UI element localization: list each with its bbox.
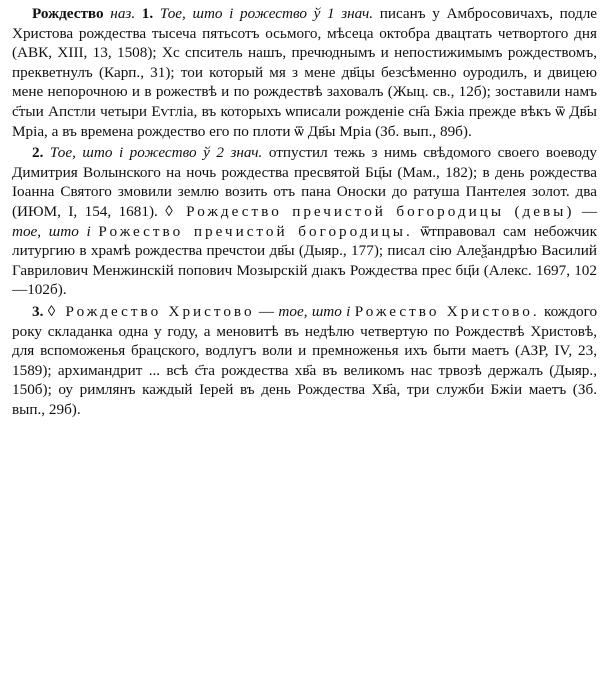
idiom-citations: кождого року складанка одна у году, а меновитѣ въ недѣлю четвертую по Рождествѣ Христовѣ, для вспоможенья брацского, водлугъ воли и премноженья ихъ быти маетъ (АЗР, IV, 23, 1589); архимандрит ... всѣ с҃та рождества хв҃а въ великомъ нас трвозѣ держалъ (Дыяр., 150б); оу римлянъ каждый Іерей въ день Рождества Хв҃а, три служби Бжіи маетъ (Зб. вып., 29б).: [12, 302, 598, 418]
idiom-gloss: тое, што і: [12, 222, 91, 240]
grammar-label: наз.: [110, 5, 136, 22]
sense-3: [12, 302, 597, 420]
sense-citations: писанъ у Амбросовичахъ, подле Христова рождества тысеча пятьсотъ осьмого, мѣсеца октобра двацтать четвортого дня (АВК, XIII, 13, 1508); Хс спситель нашъ, пречюднымъ и непостижимымъ рождествомъ, прекветнулъ (Карп., 31); тои который мя з мене дв҃цы безсѣменно оуродилъ, и двицею мене непорочною и в рожествѣ и по рождествѣ заховалъ (Жыц. св., 12б); зоставили намъ с҃тыи Апстли четыри Еѵгліа, въ которыхъ ѡписали рожденіе сн҃а Бжіа прежде вѣкъ ѿ Дв҃ы Мріа, а въ времена рождество его по плоти ѿ Дв҃ы Мріа (Зб. вып., 89б).: [12, 5, 598, 140]
idiom-citations: ѿтправовал сам небожчик литургию в храмѣ рождества пречстои дв҃ы (Дыяр., 177); писал сію Алеѯандрѣю Василий Гаврилович Менжинскій попович Мозырскій дıакъ Рождества прес бц҃и (Алекс. 1697, 102—102б).: [12, 222, 597, 299]
sense-definition: Тое, што і рожество ў 2 знач.: [49, 144, 263, 162]
sense-1: [12, 4, 597, 141]
sense-2: [12, 143, 597, 300]
sense-definition: Тое, што і рожество ў 1 знач.: [159, 5, 374, 22]
idiom-target: Рожество Христово.: [354, 302, 540, 320]
sense-citations: отпустил тежь з нимь свѣдомого своего воеводу Димитрия Волынского на ночь рождества пресвятой Бц҃ы (Мам., 182); в день рождества Іоанна Святого змовили землю возить отъ пана Оноски до ратуша Пантелея золот. два (ИЮМ, I, 154, 1681).: [12, 144, 598, 220]
idiom-dash: —: [258, 302, 275, 320]
dictionary-entry: [12, 4, 597, 419]
idiom-dash: —: [581, 202, 597, 220]
sense-number: 1.: [141, 5, 154, 22]
sense-number: 2.: [32, 144, 44, 162]
idiom-gloss: тое, што і: [278, 302, 351, 320]
idiom-phrase: ◊ Рождество Христово: [47, 302, 255, 320]
sense-number: 3.: [32, 302, 44, 320]
idiom-phrase: ◊ Рождество пречистой богородицы (девы): [165, 202, 575, 220]
idiom-target: Рожество пречистой богородицы.: [98, 222, 413, 240]
headword: Рождество: [32, 5, 104, 22]
